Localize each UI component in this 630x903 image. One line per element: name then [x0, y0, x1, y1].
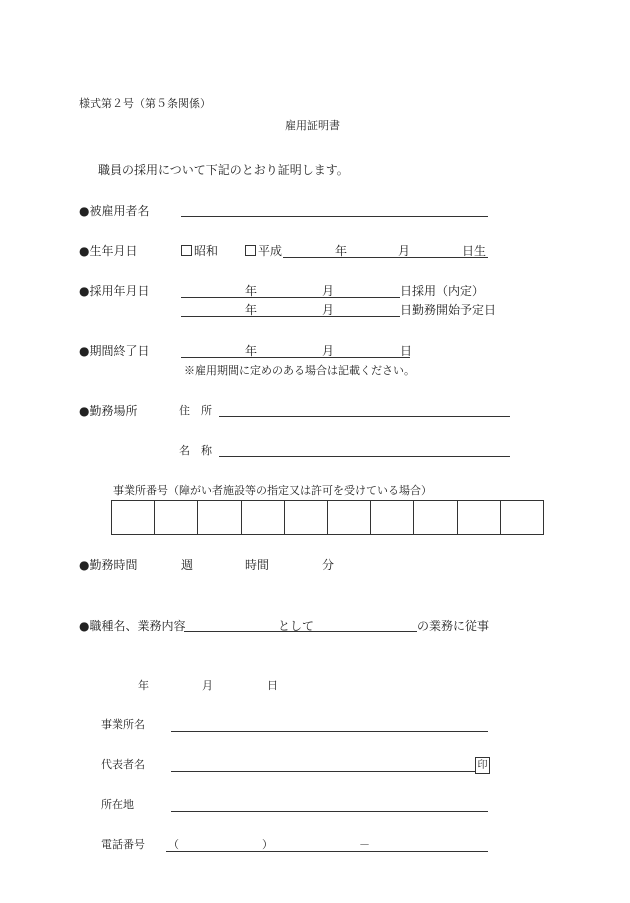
- week-unit: 週: [181, 558, 194, 572]
- office-number-digit[interactable]: [241, 501, 284, 534]
- job-engaged-text: の業務に従事: [417, 619, 490, 633]
- hire-month-unit: 月: [322, 284, 335, 298]
- phone-label: 電話番号: [101, 838, 145, 851]
- employee-name-field[interactable]: [181, 216, 488, 217]
- employee-name-label: ●被雇用者名: [79, 204, 150, 218]
- birth-date-label: ●生年月日: [79, 244, 138, 258]
- start-year-unit: 年: [245, 303, 258, 317]
- document-title: 雇用証明書: [285, 119, 340, 132]
- phone-paren-open: （: [168, 838, 179, 851]
- showa-option[interactable]: [181, 244, 218, 258]
- term-year-unit: 年: [245, 344, 258, 358]
- seal-mark: 印: [475, 757, 490, 774]
- workplace-name-field[interactable]: [219, 456, 510, 457]
- phone-paren-close: ）: [262, 838, 273, 851]
- birth-day-unit: 日生: [462, 244, 487, 258]
- showa-checkbox[interactable]: [181, 245, 192, 256]
- heisei-checkbox[interactable]: [245, 245, 256, 256]
- sign-month-unit: 月: [202, 679, 213, 692]
- hours-unit: 時間: [245, 558, 270, 572]
- sign-year-unit: 年: [138, 679, 149, 692]
- office-number-digit[interactable]: [154, 501, 197, 534]
- start-month-unit: 月: [322, 303, 335, 317]
- heisei-option[interactable]: [245, 244, 282, 258]
- hire-date-label: ●採用年月日: [79, 284, 150, 298]
- location-label: 所在地: [101, 798, 134, 811]
- start-day-unit: 日勤務開始予定日: [400, 303, 497, 317]
- representative-field[interactable]: [171, 771, 475, 772]
- term-end-field[interactable]: [181, 357, 410, 358]
- term-day-unit: 日: [400, 344, 413, 358]
- phone-field[interactable]: [166, 851, 488, 852]
- birth-year-unit: 年: [335, 244, 348, 258]
- workplace-label: ●勤務場所: [79, 404, 138, 418]
- phone-dash: －: [359, 838, 370, 851]
- hire-day-unit: 日採用（内定）: [400, 284, 485, 298]
- job-as-text: として: [278, 619, 315, 633]
- address-label: 住 所: [179, 404, 212, 417]
- office-number-digit[interactable]: [457, 501, 500, 534]
- office-number-digit[interactable]: [500, 501, 543, 534]
- hire-date-field[interactable]: [181, 297, 400, 298]
- term-month-unit: 月: [322, 344, 335, 358]
- working-hours-label: ●勤務時間: [79, 558, 138, 572]
- minutes-unit: 分: [322, 558, 335, 572]
- office-number-digit[interactable]: [112, 501, 154, 534]
- start-date-field[interactable]: [181, 316, 400, 317]
- hire-year-unit: 年: [245, 284, 258, 298]
- office-number-digit[interactable]: [370, 501, 413, 534]
- showa-text: 昭和: [194, 244, 219, 258]
- term-end-label: ●期間終了日: [79, 344, 150, 358]
- birth-month-unit: 月: [398, 244, 411, 258]
- office-name-label: 事業所名: [101, 718, 145, 731]
- office-number-digit[interactable]: [284, 501, 327, 534]
- office-number-digit[interactable]: [197, 501, 240, 534]
- location-field[interactable]: [171, 811, 488, 812]
- birth-date-field[interactable]: [283, 257, 488, 258]
- office-number-digit[interactable]: [413, 501, 456, 534]
- address-field[interactable]: [219, 416, 510, 417]
- form-number: 様式第２号（第５条関係）: [79, 97, 211, 110]
- sign-day-unit: 日: [267, 679, 278, 692]
- office-number-boxes[interactable]: [111, 500, 544, 535]
- heisei-text: 平成: [258, 244, 283, 258]
- office-number-digit[interactable]: [327, 501, 370, 534]
- intro-text: 職員の採用について下記のとおり証明します。: [98, 163, 349, 177]
- office-name-field[interactable]: [171, 731, 488, 732]
- workplace-name-label: 名 称: [179, 444, 212, 457]
- job-label: ●職種名、業務内容: [79, 619, 186, 633]
- representative-label: 代表者名: [101, 758, 145, 771]
- term-end-note: ※雇用期間に定めのある場合は記載ください。: [184, 364, 415, 377]
- office-number-label: 事業所番号（障がい者施設等の指定又は許可を受けている場合）: [113, 484, 432, 497]
